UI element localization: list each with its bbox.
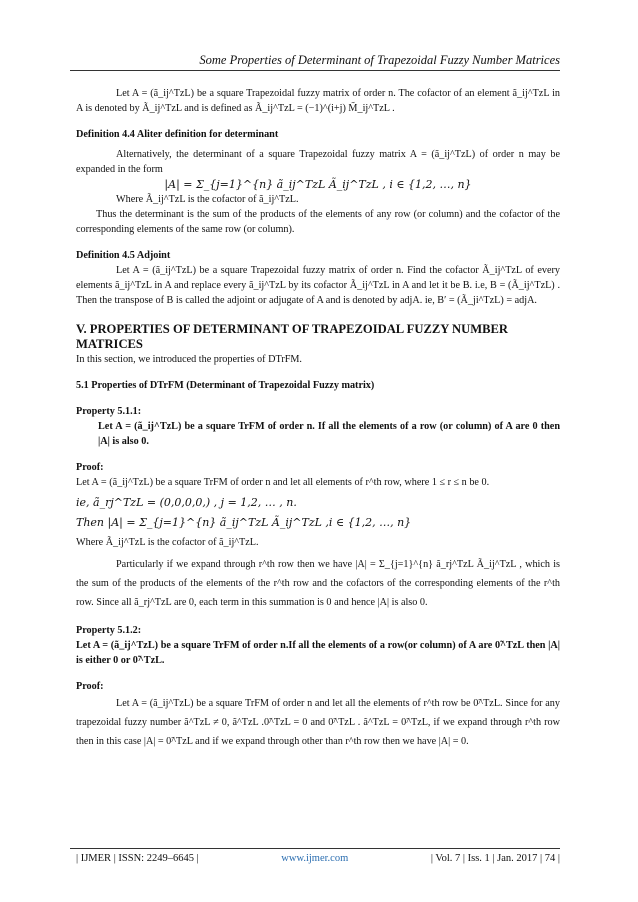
- section-heading: V. PROPERTIES OF DETERMINANT OF TRAPEZOIDAL FUZZY NUMBER MATRICES: [76, 322, 508, 351]
- running-title: Some Properties of Determinant of Trapezoidal Fuzzy Number Matrices: [199, 53, 560, 67]
- prop512-heading: Property 5.1.2:: [76, 625, 142, 636]
- proof2-heading: Proof:: [76, 681, 104, 692]
- proof1-line4: Where Ã_ij^TzL is the cofactor of ã_ij^TzL.: [76, 537, 259, 548]
- proof1-line3: Then |A| = Σ_{j=1}^{n} ã_ij^TzL Ã_ij^TzL ,i ∈ {1,2, …, n}: [76, 516, 412, 529]
- def44-heading: Definition 4.4 Aliter definition for determinant: [76, 129, 279, 140]
- proof1-line5: Particularly if we expand through r^th row then we have |A| = Σ_{j=1}^{n} ã_rj^TzL Ã_ij^TzL , which is the sum of the products of the elements of the r^th row and the cofactors of the corresponding elements of the r^th row. Since all ã_rj^TzL are 0, each term in this summation is 0 and hence |A| is also 0.: [76, 559, 560, 608]
- def44-thus: Thus the determinant is the sum of the products of the elements of any row (or column) and the cofactor of the corresponding elements of the same row (or column).: [76, 209, 560, 235]
- proof1-heading: Proof:: [76, 462, 104, 473]
- journal-info: | IJMER | ISSN: 2249–6645 |: [76, 853, 199, 864]
- def44-formula: |A| = Σ_{j=1}^{n} ã_ij^TzL Ã_ij^TzL , i ∈ {1,2, …, n}: [164, 178, 472, 191]
- proof1-line2: ie, ã_rj^TzL = (0,0,0,0,) , j = 1,2, … , n.: [76, 496, 297, 509]
- def44-text: Alternatively, the determinant of a square Trapezoidal fuzzy matrix A = (ã_ij^TzL) of order n may be expanded in the form: [76, 149, 560, 175]
- header-rule: [70, 70, 560, 71]
- footer: [76, 853, 560, 864]
- website-link[interactable]: www.ijmer.com: [281, 853, 349, 864]
- def45-heading: Definition 4.5 Adjoint: [76, 250, 171, 261]
- def44-where: Where Ã_ij^TzL is the cofactor of ã_ij^TzL.: [116, 194, 299, 205]
- prop512-text: Let A = (ã_ij^TzL) be a square TrFM of order n.If all the elements of a row(or column) of A are 0̃^TzL then |A| is either 0 or 0̃^TzL.: [76, 640, 560, 666]
- page-body: [76, 86, 560, 751]
- section-intro: In this section, we introduced the properties of DTrFM.: [76, 354, 302, 365]
- def45-text: Let A = (ã_ij^TzL) be a square Trapezoidal fuzzy matrix of order n. Find the cofactor Ã_ij^TzL of every elements ã_ij^TzL in A and replace every ã_ij^TzL by its cofactor Ã_ij^TzL in A and let it be B. i.e, B = (Ã_ij^TzL) . Then the transpose of B is called the adjoint or adjugate of A and is denoted by adjA. ie, B′ = (Ã_ji^TzL) = adjA.: [76, 265, 560, 306]
- issue-info: | Vol. 7 | Iss. 1 | Jan. 2017 | 74 |: [430, 853, 560, 864]
- prop511-text: Let A = (ã_ij^TzL) be a square TrFM of order n. If all the elements of a row (or column) of A are 0 then |A| is also 0.: [98, 421, 560, 447]
- prop511-heading: Property 5.1.1:: [76, 406, 142, 417]
- proof2-text: Let A = (ã_ij^TzL) be a square TrFM of order n and let all the elements of r^th row be 0̃^TzL. Since for any trapezoidal fuzzy number ã^TzL ≠ 0, ã^TzL .0̃^TzL = 0 and 0̃^TzL . ã^TzL = 0̃^TzL, if we expand through r^th row then in this case |A| = 0̃^TzL and if we expand through other than r^th row then we have |A| = 0.: [76, 698, 560, 747]
- subsection-heading: 5.1 Properties of DTrFM (Determinant of Trapezoidal Fuzzy matrix): [76, 380, 375, 391]
- cofactor-intro: Let A = (ã_ij^TzL) be a square Trapezoidal fuzzy matrix of order n. The cofactor of an element ã_ij^TzL in A is denoted by Ã_ij^TzL and is defined as Ã_ij^TzL = (−1)^(i+j) M̃_ij^TzL .: [76, 88, 560, 114]
- proof1-line1: Let A = (ã_ij^TzL) be a square TrFM of order n and let all elements of r^th row, where 1 ≤ r ≤ n be 0.: [76, 477, 490, 488]
- footer-rule: [70, 848, 560, 849]
